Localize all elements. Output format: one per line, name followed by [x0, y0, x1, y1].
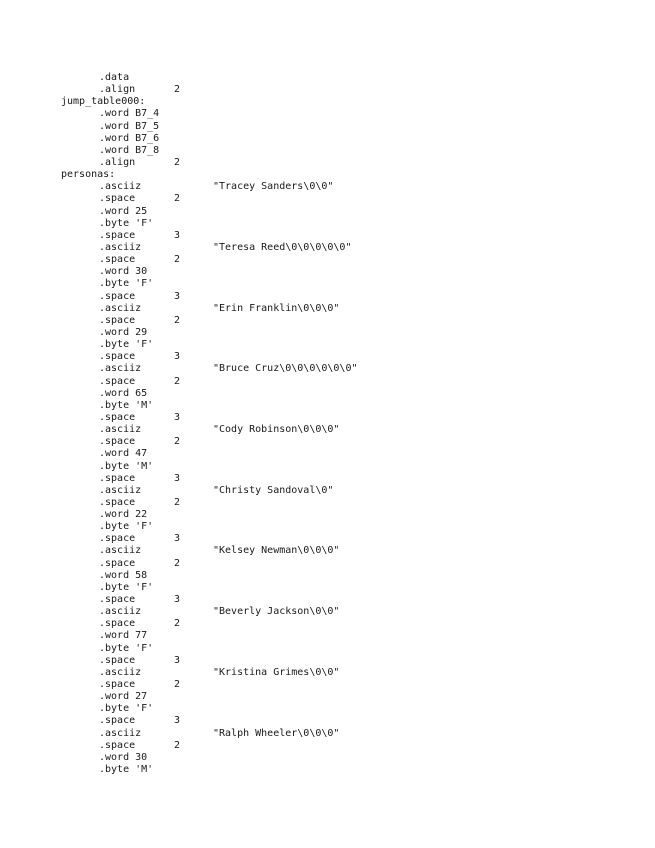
- directive: .byte 'F': [99, 642, 154, 654]
- directive: .space: [99, 715, 136, 727]
- directive: .word 77: [99, 630, 148, 642]
- string-literal: "Erin Franklin\0\0\0": [213, 302, 340, 314]
- directive: .space: [99, 375, 136, 387]
- directive: .word B7_4: [99, 108, 160, 120]
- string-literal: "Tracey Sanders\0\0": [213, 181, 334, 193]
- directive: .space: [99, 351, 136, 363]
- string-literal: "Kelsey Newman\0\0\0": [213, 545, 340, 557]
- directive: .byte 'F': [99, 521, 154, 533]
- directive: .word B7_5: [99, 120, 160, 132]
- directive: .byte 'M': [99, 399, 154, 411]
- code-label: jump_table000:: [61, 96, 146, 108]
- directive: .word B7_8: [99, 144, 160, 156]
- directive-argument: 3: [174, 290, 181, 302]
- directive: .byte 'F': [99, 217, 154, 229]
- directive: .space: [99, 557, 136, 569]
- directive-argument: 3: [174, 594, 181, 606]
- directive-argument: 2: [174, 557, 181, 569]
- directive: .asciiz: [99, 727, 142, 739]
- directive: .word 27: [99, 691, 148, 703]
- directive: .byte 'F': [99, 339, 154, 351]
- directive-argument: 2: [174, 193, 181, 205]
- directive: .asciiz: [99, 606, 142, 618]
- string-literal: "Beverly Jackson\0\0": [213, 606, 340, 618]
- directive: .space: [99, 254, 136, 266]
- directive: .space: [99, 229, 136, 241]
- directive-argument: 2: [174, 156, 181, 168]
- directive: .space: [99, 618, 136, 630]
- directive: .space: [99, 290, 136, 302]
- string-literal: "Teresa Reed\0\0\0\0\0": [213, 241, 352, 253]
- directive: .space: [99, 594, 136, 606]
- directive-argument: 2: [174, 679, 181, 691]
- directive: .word 47: [99, 448, 148, 460]
- directive: .word 30: [99, 751, 148, 763]
- string-literal: "Bruce Cruz\0\0\0\0\0\0": [213, 363, 358, 375]
- directive-argument: 3: [174, 715, 181, 727]
- directive: .byte 'M': [99, 460, 154, 472]
- directive-argument: 3: [174, 351, 181, 363]
- directive: .space: [99, 436, 136, 448]
- directive: .asciiz: [99, 484, 142, 496]
- directive: .asciiz: [99, 241, 142, 253]
- directive: .asciiz: [99, 302, 142, 314]
- directive-argument: 3: [174, 411, 181, 423]
- directive: .asciiz: [99, 545, 142, 557]
- directive: .word B7_6: [99, 132, 160, 144]
- directive: .asciiz: [99, 181, 142, 193]
- directive: .byte 'F': [99, 703, 154, 715]
- directive: .space: [99, 679, 136, 691]
- directive: .data: [99, 72, 130, 83]
- directive: .space: [99, 472, 136, 484]
- code-label: personas:: [61, 169, 116, 181]
- directive: .word 25: [99, 205, 148, 217]
- directive-argument: 3: [174, 654, 181, 666]
- directive-argument: 3: [174, 472, 181, 484]
- directive: .word 30: [99, 266, 148, 278]
- directive-argument: 2: [174, 84, 181, 96]
- directive: .word 29: [99, 326, 148, 338]
- directive-argument: 2: [174, 436, 181, 448]
- directive: .space: [99, 654, 136, 666]
- directive-argument: 3: [174, 229, 181, 241]
- directive-argument: 2: [174, 496, 181, 508]
- string-literal: "Christy Sandoval\0": [213, 484, 334, 496]
- directive: .asciiz: [99, 424, 142, 436]
- string-literal: "Kristina Grimes\0\0": [213, 666, 340, 678]
- directive: .space: [99, 193, 136, 205]
- string-literal: "Ralph Wheeler\0\0\0": [213, 727, 340, 739]
- directive: .space: [99, 314, 136, 326]
- directive: .asciiz: [99, 363, 142, 375]
- directive: .space: [99, 739, 136, 751]
- directive: .align: [99, 84, 136, 96]
- directive: .byte 'F': [99, 278, 154, 290]
- directive: .align: [99, 156, 136, 168]
- directive-argument: 3: [174, 533, 181, 545]
- string-literal: "Cody Robinson\0\0\0": [213, 424, 340, 436]
- directive: .space: [99, 496, 136, 508]
- directive: .word 65: [99, 387, 148, 399]
- directive: .byte 'M': [99, 764, 154, 776]
- directive: .word 58: [99, 569, 148, 581]
- directive: .word 22: [99, 509, 148, 521]
- directive-argument: 2: [174, 618, 181, 630]
- directive-argument: 2: [174, 254, 181, 266]
- directive-argument: 2: [174, 314, 181, 326]
- directive: .space: [99, 411, 136, 423]
- directive: .space: [99, 533, 136, 545]
- directive-argument: 2: [174, 375, 181, 387]
- directive: .asciiz: [99, 666, 142, 678]
- directive-argument: 2: [174, 739, 181, 751]
- directive: .byte 'F': [99, 581, 154, 593]
